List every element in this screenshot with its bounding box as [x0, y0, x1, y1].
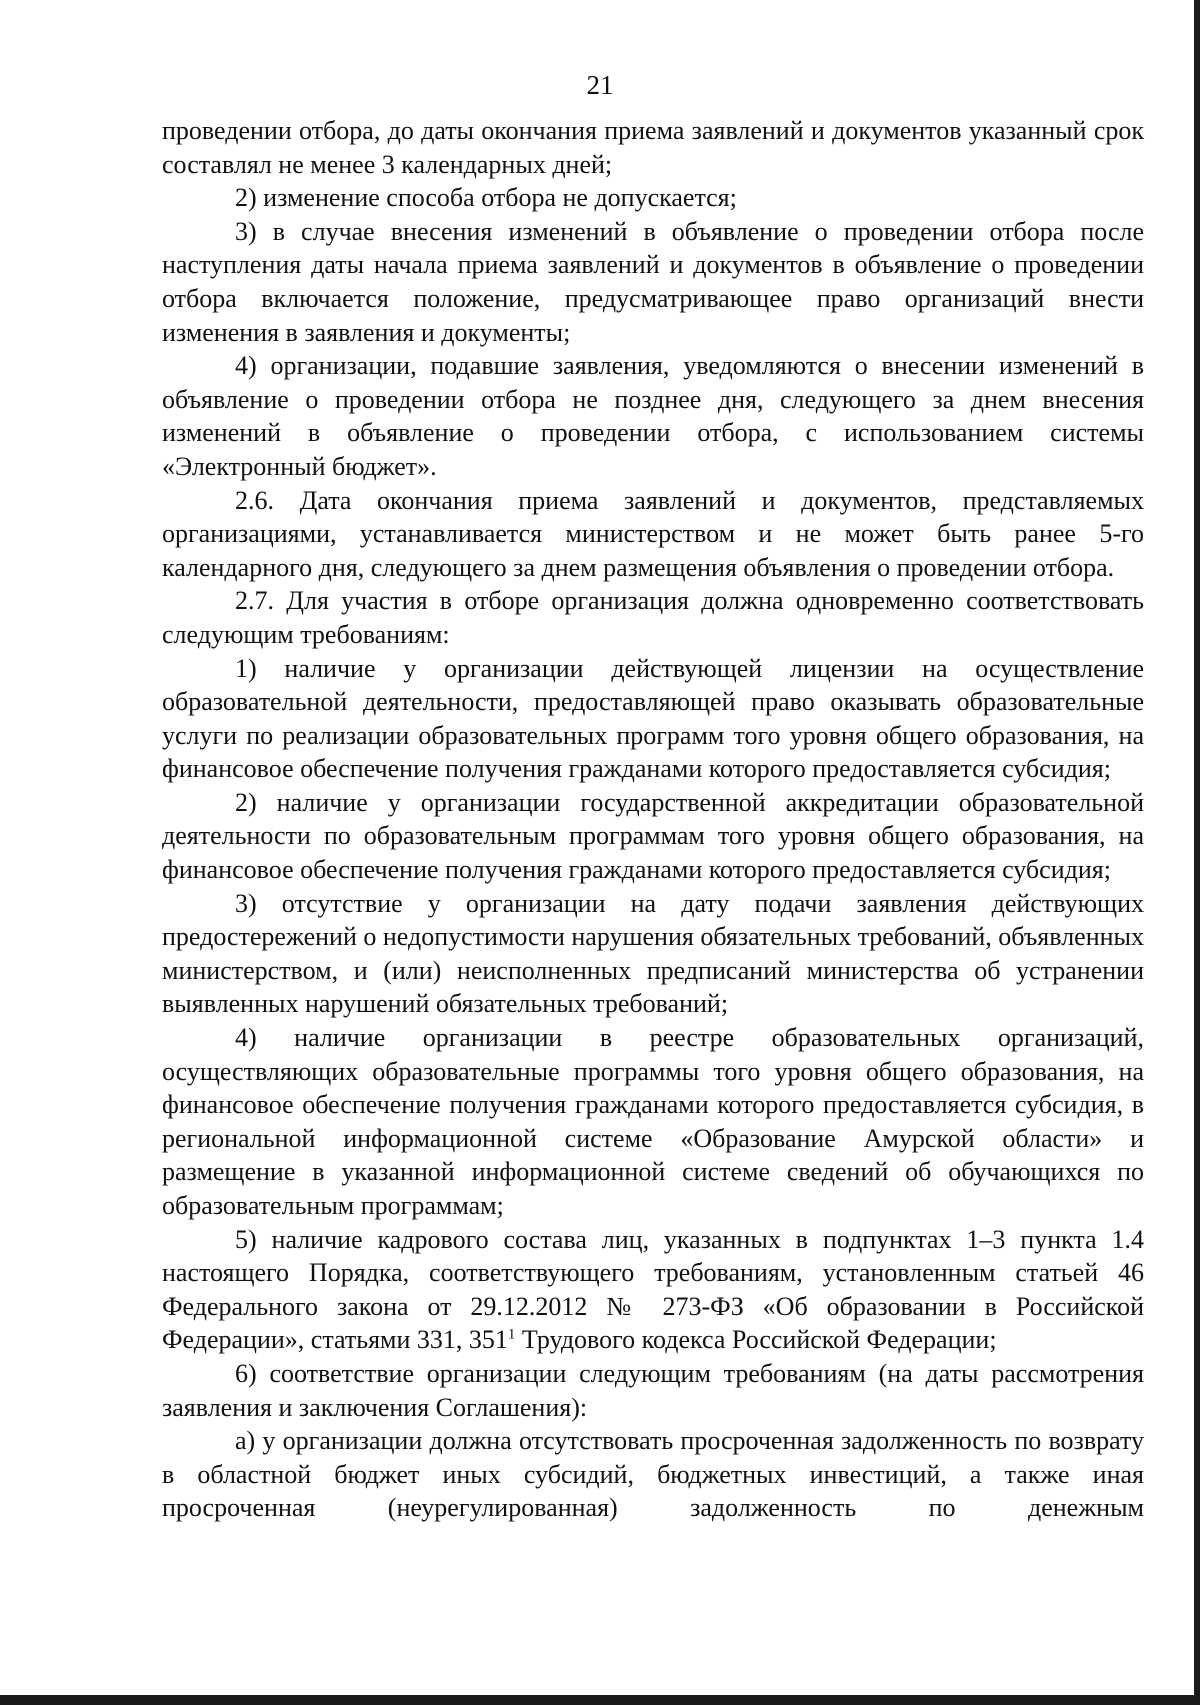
requirement-3: 3) отсутствие у организации на дату подачи заявления действующих предостережений о недопустимости нарушения обязательных требований, объявленных министерством, и (или) неисполненных предписаний министерства об устранении выявленных нарушений обязательных требований; — [162, 888, 1145, 1019]
paragraph-continuation: проведении отбора, до даты окончания приема заявлений и документов указанный срок составлял не менее 3 календарных дней; — [162, 116, 1144, 179]
superscript-1: 1 — [507, 1326, 516, 1343]
paragraph-item-3: 3) в случае внесения изменений в объявление о проведении отбора после наступления даты начала приема заявлений и документов в объявление о проведении отбора включается положение, предусматривающее право организаций внести изменения в заявления и документы; — [162, 216, 1144, 347]
requirement-2: 2) наличие у организации государственной аккредитации образовательной деятельности по образовательным программам того уровня общего образования, на финансовое обеспечение получения гражданами которого предоставляется субсидия; — [162, 787, 1144, 885]
document-body — [162, 114, 1144, 1525]
paragraph-item-4: 4) организации, подавшие заявления, уведомляются о внесении изменений в объявление о проведении отбора не позднее дня, следующего за днем внесения изменений в объявление о проведении отбора, с использованием системы «Электронный бюджет». — [162, 351, 1144, 481]
requirement-5 — [162, 1223, 1144, 1357]
requirement-5-text-b: Трудового кодекса Российской Федерации; — [515, 1325, 997, 1355]
scan-edge-bottom — [0, 1695, 1200, 1705]
requirement-6a: а) у организации должна отсутствовать просроченная задолженность по возврату в областной бюджет иных субсидий, бюджетных инвестиций, а также иная просроченная (неурегулированная) задолженность по денежным — [162, 1426, 1144, 1523]
page-number: 21 — [586, 70, 614, 100]
paragraph-2-6: 2.6. Дата окончания приема заявлений и документов, представляемых организациями, устанавливается министерством и не может быть ранее 5-го календарного дня, следующего за днем размещения объявления о проведении отбора. — [162, 485, 1144, 582]
paragraph-item-2: 2) изменение способа отбора не допускается; — [235, 183, 737, 213]
requirement-5-text-a: 5) наличие кадрового состава лиц, указанных в подпунктах 1–3 пункта 1.4 настоящего Порядка, соответствующего требованиям, установленным статьей 46 Федерального закона от 29.12.2012 № 273-ФЗ «Об образовании в Российской Федерации», статьями 331, 351 — [162, 1224, 1144, 1355]
scan-edge-right — [1194, 0, 1200, 1705]
paragraph-2-7: 2.7. Для участия в отборе организация должна одновременно соответствовать следующим требованиям: — [162, 586, 1144, 649]
requirement-4: 4) наличие организации в реестре образовательных организаций, осуществляющих образовательные программы того уровня общего образования, на финансовое обеспечение получения гражданами которого предоставляется субсидия, в региональной информационной системе «Образование Амурской области» и размещение в указанной информационной системе сведений об обучающихся по образовательным программам; — [162, 1023, 1144, 1220]
requirement-1: 1) наличие у организации действующей лицензии на осуществление образовательной деятельности, предоставляющей право оказывать образовательные услуги по реализации образовательных программ того уровня общего образования, на финансовое обеспечение получения гражданами которого предоставляется субсидия; — [162, 653, 1144, 784]
requirement-6: 6) соответствие организации следующим требованиям (на даты рассмотрения заявления и заключения Соглашения): — [162, 1358, 1144, 1422]
